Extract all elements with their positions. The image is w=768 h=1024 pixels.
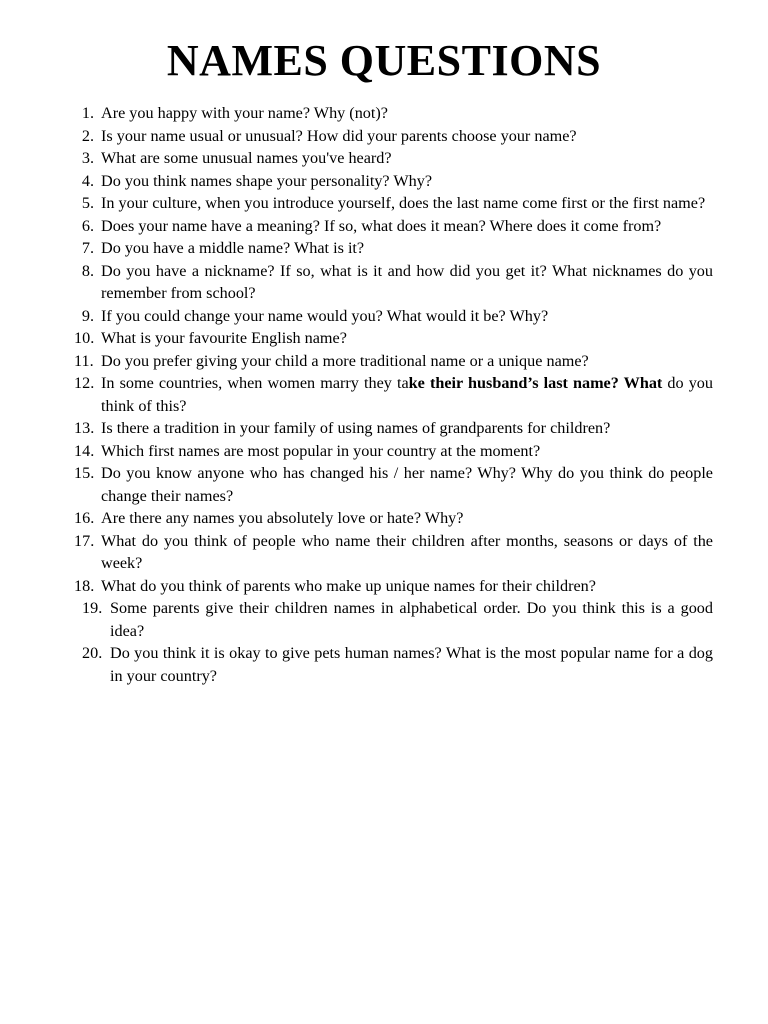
question-text: Is your name usual or unusual? How did your parents choose your name? [101, 126, 577, 145]
question-text: Which first names are most popular in your country at the moment? [101, 441, 541, 460]
question-text: Do you have a middle name? What is it? [101, 239, 365, 257]
question-item [72, 575, 713, 598]
question-item [72, 192, 713, 215]
question-number: 7. [81, 239, 94, 257]
question-text-part: do you think of this? [101, 374, 713, 415]
question-text: What do you think of parents who make up unique names for their children? [101, 576, 596, 595]
question-text: Are you happy with your name? Why (not)? [101, 104, 388, 122]
question-list [72, 102, 713, 687]
question-text: What do you think of people who name their children after months, seasons or days of the week? [101, 531, 713, 572]
question-item [72, 440, 713, 463]
question-text: Do you have a nickname? If so, what is it and how did you get it? What nicknames do you remember from school? [101, 261, 713, 302]
question-number: 18. [74, 576, 95, 595]
question-item [72, 597, 713, 642]
question-item [72, 417, 713, 440]
question-text: What is your favourite English name? [101, 329, 347, 347]
question-text: Do you know anyone who has changed his / her name? Why? Why do you think do people change their names? [101, 464, 713, 505]
question-text: Is there a tradition in your family of using names of grandparents for children? [101, 419, 611, 437]
question-text: Do you prefer giving your child a more traditional name or a unique name? [101, 351, 589, 370]
question-number: 10. [74, 329, 95, 347]
question-text: If you could change your name would you? What would it be? Why? [101, 306, 549, 325]
question-number: 15. [74, 464, 95, 482]
question-text: Are there any names you absolutely love or hate? Why? [101, 509, 464, 527]
question-number: 17. [74, 531, 95, 550]
question-item [72, 507, 713, 530]
question-item [72, 642, 713, 687]
question-number: 19. [82, 599, 103, 617]
question-item [72, 350, 713, 373]
question-item [72, 170, 713, 193]
question-item [72, 462, 713, 507]
question-item [72, 237, 713, 260]
question-text: What are some unusual names you've heard? [101, 149, 392, 167]
question-number: 14. [74, 441, 95, 460]
question-text: In your culture, when you introduce yourself, does the last name come first or the first name? [101, 194, 706, 212]
question-number: 6. [81, 216, 94, 235]
question-number: 11. [74, 351, 94, 370]
page-title: NAMES QUESTIONS [166, 36, 602, 85]
question-text: Do you think it is okay to give pets human names? What is the most popular name for a dog in your country? [110, 644, 713, 685]
question-number: 3. [81, 149, 94, 167]
question-number: 16. [74, 509, 95, 527]
question-number: 20. [82, 644, 103, 662]
question-number: 9. [81, 306, 94, 325]
question-item [72, 125, 713, 148]
question-number: 8. [81, 261, 94, 280]
question-item [72, 530, 713, 575]
question-item [72, 215, 713, 238]
question-number: 2. [81, 126, 94, 145]
question-text: Some parents give their children names in alphabetical order. Do you think this is a good idea? [110, 599, 713, 640]
question-number: 4. [81, 171, 94, 190]
question-item [72, 327, 713, 350]
question-number: 12. [74, 374, 95, 392]
question-text-bold-part: ke their husband’s last name? What [408, 374, 663, 392]
question-text: Do you think names shape your personality? Why? [101, 171, 433, 190]
question-item [72, 305, 713, 328]
question-item [72, 147, 713, 170]
question-item [72, 260, 713, 305]
question-text-part: In some countries, when women marry they ta [101, 374, 409, 392]
question-number: 13. [74, 419, 95, 437]
question-number: 5. [81, 194, 94, 212]
question-number: 1. [81, 104, 94, 122]
question-item [72, 102, 713, 125]
question-text: Does your name have a meaning? If so, what does it mean? Where does it come from? [101, 216, 662, 235]
question-item [72, 372, 713, 417]
